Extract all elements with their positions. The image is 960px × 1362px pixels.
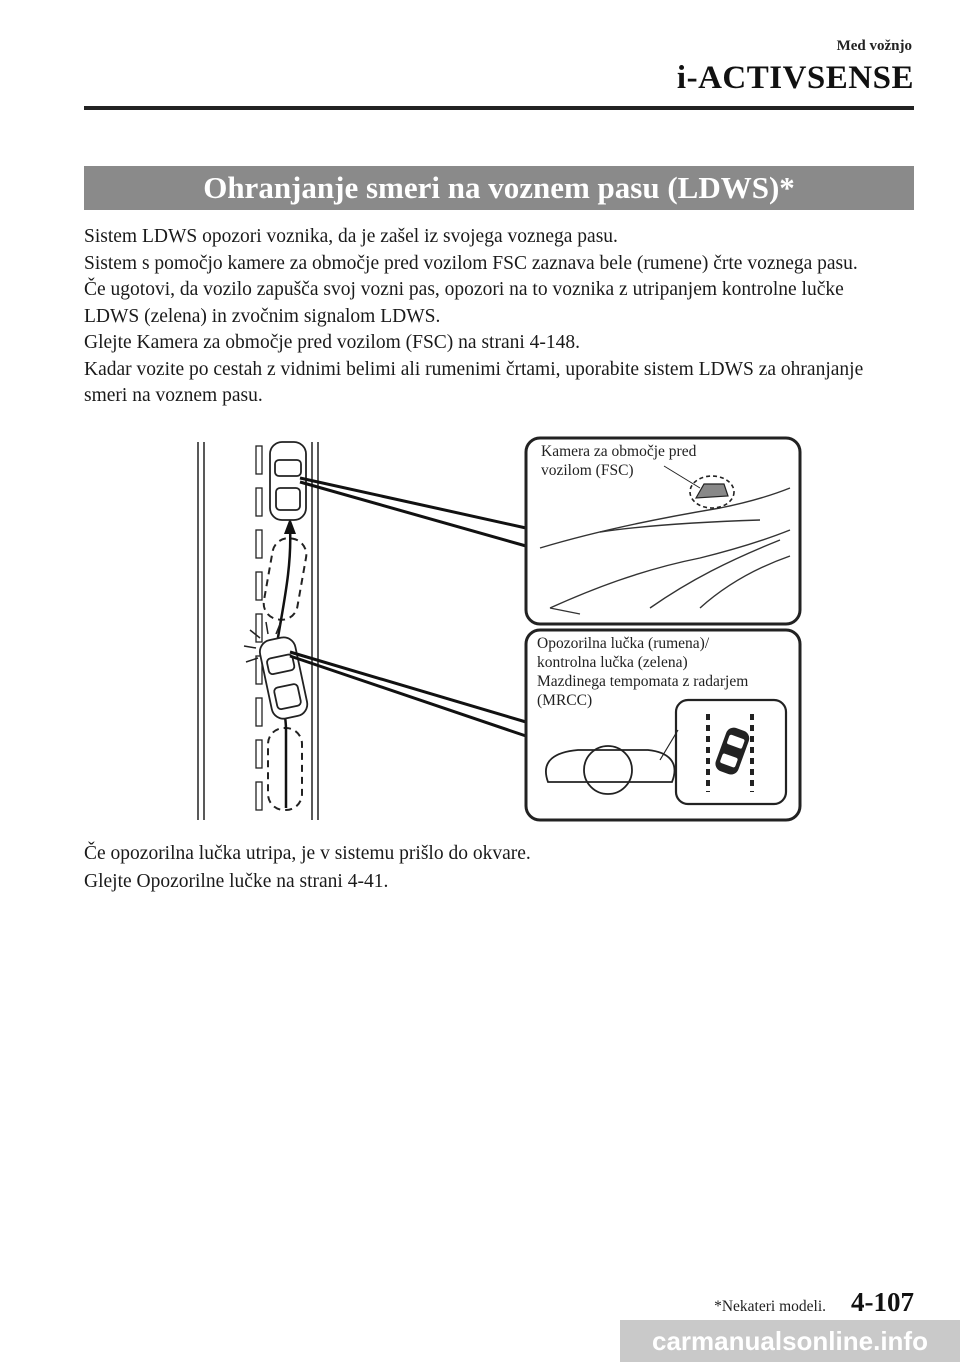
ldws-diagram: [0, 430, 960, 830]
section-banner: Ohranjanje smeri na voznem pasu (LDWS)*: [84, 166, 914, 210]
note-paragraph: Če opozorilna lučka utripa, je v sistemu prišlo do okvare.: [84, 843, 531, 864]
page-number: 4-107: [851, 1287, 914, 1317]
note-paragraph: Glejte Opozorilne lučke na strani 4-41.: [84, 871, 389, 892]
malfunction-note: [84, 840, 884, 896]
header-rule: [84, 106, 914, 110]
intro-paragraph: Kadar vozite po cestah z vidnimi belimi ali rumenimi črtami, uporabite sistem LDWS za ohranjanje smeri na voznem pasu.: [84, 358, 864, 406]
watermark-logo: carmanualsonline.info: [620, 1320, 960, 1362]
callout-line: [300, 482, 526, 546]
header-section-name: Med vožnjo: [836, 38, 912, 54]
intro-paragraph: Sistem LDWS opozori voznika, da je zašel iz svojega voznega pasu.: [84, 226, 618, 247]
footnote: *Nekateri modeli.: [714, 1298, 826, 1315]
chapter-title: i-ACTIVSENSE: [676, 60, 914, 96]
camera-label: Kamera za območje pred vozilom (FSC): [541, 443, 697, 479]
callout-line: [300, 478, 526, 528]
indicator-label: Opozorilna lučka (rumena)/ kontrolna lučka (zelena) Mazdinega tempomata z radarjem (MRCC): [537, 635, 749, 709]
intro-paragraph: Sistem s pomočjo kamere za območje pred vozilom FSC zaznava bele (rumene) črte voznega pasu. Če ugotovi, da vozilo zapušča svoj vozni pas, opozori na to voznika z utripanjem kontrolne lučke LDWS (zelena) in zvočnim signalom LDWS.: [84, 252, 858, 327]
callout-line: [290, 652, 526, 722]
intro-paragraph: Glejte Kamera za območje pred vozilom (FSC) na strani 4-148.: [84, 332, 581, 353]
path-outline: [261, 536, 309, 623]
intro-text: [84, 224, 884, 410]
car-middle: [258, 635, 310, 721]
ldws-illustration: [0, 430, 960, 830]
dashed-lane-line: [256, 446, 262, 810]
callout-line: [290, 656, 526, 736]
